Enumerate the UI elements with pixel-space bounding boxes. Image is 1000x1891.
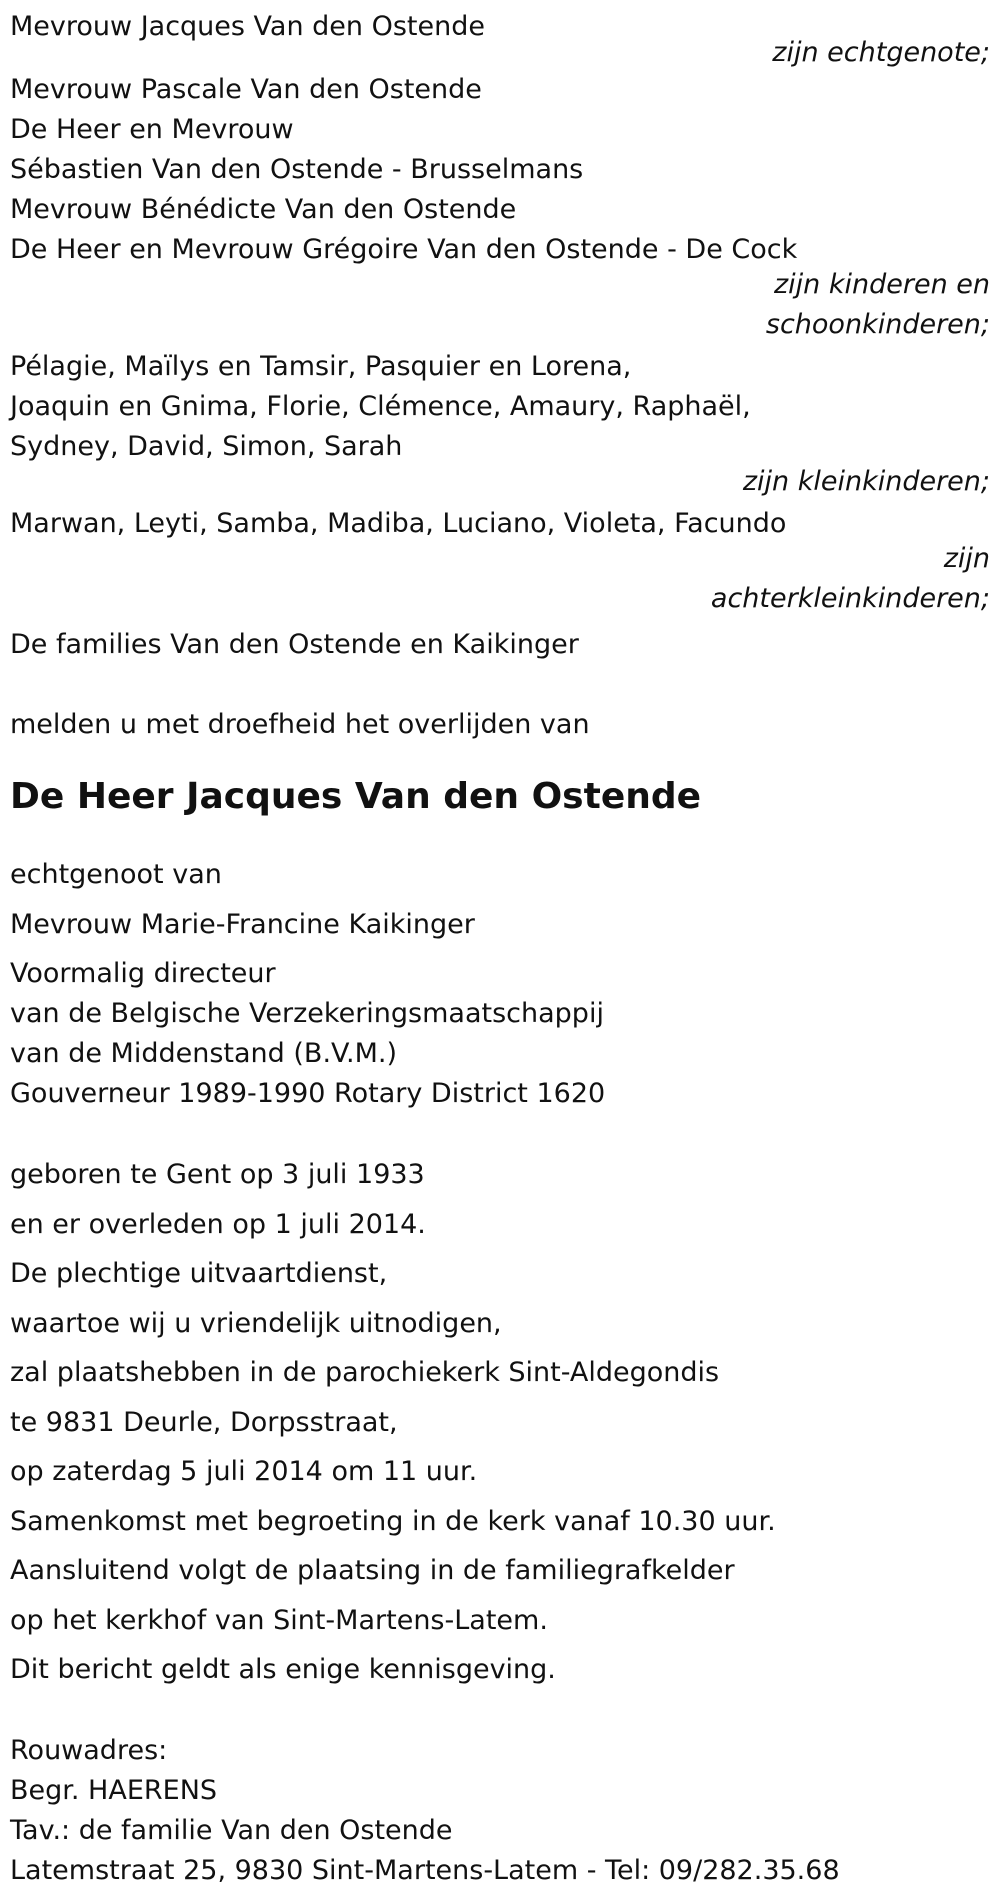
announcement-line: melden u met droefheid het overlijden van xyxy=(10,709,590,740)
detail-line: zal plaatshebben in de parochiekerk Sint-Aldegondis xyxy=(10,1357,720,1388)
address-label: Rouwadres: xyxy=(10,1734,168,1766)
obituary-page xyxy=(0,7,1000,1886)
child-line: Sébastien Van den Ostende - Brusselmans xyxy=(10,154,584,185)
address-line: Tav.: de familie Van den Ostende xyxy=(10,1814,453,1846)
grandchildren-role: zijn kleinkinderen; xyxy=(742,466,990,497)
career-line: van de Belgische Verzekeringsmaatschappij xyxy=(10,998,604,1029)
families-line: De families Van den Ostende en Kaikinger xyxy=(10,629,579,660)
child-line: De Heer en Mevrouw xyxy=(10,114,294,145)
address-group xyxy=(10,1731,990,1891)
spouse-group xyxy=(10,7,990,68)
children-role: zijn kinderen en xyxy=(774,269,990,300)
grandchild-line: Sydney, David, Simon, Sarah xyxy=(10,431,403,462)
detail-line: geboren te Gent op 3 juli 1933 xyxy=(10,1159,425,1190)
child-line: Mevrouw Pascale Van den Ostende xyxy=(10,74,482,105)
grandchild-line: Joaquin en Gnima, Florie, Clémence, Amaury, Raphaël, xyxy=(10,391,751,422)
address-line: Latemstraat 25, 9830 Sint-Martens-Latem - Tel: 09/282.35.68 xyxy=(10,1854,840,1886)
detail-line: te 9831 Deurle, Dorpsstraat, xyxy=(10,1406,398,1438)
child-line: De Heer en Mevrouw Grégoire Van den Ostende - De Cock xyxy=(10,234,798,265)
children-role-cont: schoonkinderen; xyxy=(765,309,990,340)
career-line: van de Middenstand (B.V.M.) xyxy=(10,1038,398,1069)
grandchild-line: Pélagie, Maïlys en Tamsir, Pasquier en Lorena, xyxy=(10,351,632,382)
detail-line: op zaterdag 5 juli 2014 om 11 uur. xyxy=(10,1456,478,1487)
grandchildren-group xyxy=(10,347,990,502)
great-grandchildren-role-cont: achterkleinkinderen; xyxy=(710,583,990,614)
detail-line: en er overleden op 1 juli 2014. xyxy=(10,1208,426,1240)
great-grandchild-line: Marwan, Leyti, Samba, Madiba, Luciano, Violeta, Facundo xyxy=(10,508,787,539)
deceased-name: De Heer Jacques Van den Ostende xyxy=(10,776,702,817)
deceased-spouse-name: Mevrouw Marie-Francine Kaikinger xyxy=(10,909,475,940)
child-line: Mevrouw Bénédicte Van den Ostende xyxy=(10,194,517,225)
great-grandchildren-group xyxy=(10,504,990,619)
details-group xyxy=(10,1150,990,1695)
spouse-role: zijn echtgenote; xyxy=(772,37,990,68)
career-group xyxy=(10,954,990,1114)
detail-line: op het kerkhof van Sint-Martens-Latem. xyxy=(10,1604,548,1636)
career-line: Gouverneur 1989-1990 Rotary District 1620 xyxy=(10,1078,606,1109)
detail-line: Samenkomst met begroeting in de kerk vanaf 10.30 uur. xyxy=(10,1505,776,1537)
children-group xyxy=(10,70,990,345)
detail-line: De plechtige uitvaartdienst, xyxy=(10,1258,388,1289)
detail-line: Dit bericht geldt als enige kennisgeving. xyxy=(10,1654,556,1685)
detail-line: waartoe wij u vriendelijk uitnodigen, xyxy=(10,1307,502,1339)
detail-line: Aansluitend volgt de plaatsing in de familiegrafkelder xyxy=(10,1555,735,1586)
address-line: Begr. HAERENS xyxy=(10,1774,218,1806)
career-line: Voormalig directeur xyxy=(10,958,276,989)
spouse-intro: echtgenoot van xyxy=(10,859,222,890)
spouse-name: Mevrouw Jacques Van den Ostende xyxy=(10,11,485,42)
great-grandchildren-role: zijn xyxy=(943,543,990,574)
